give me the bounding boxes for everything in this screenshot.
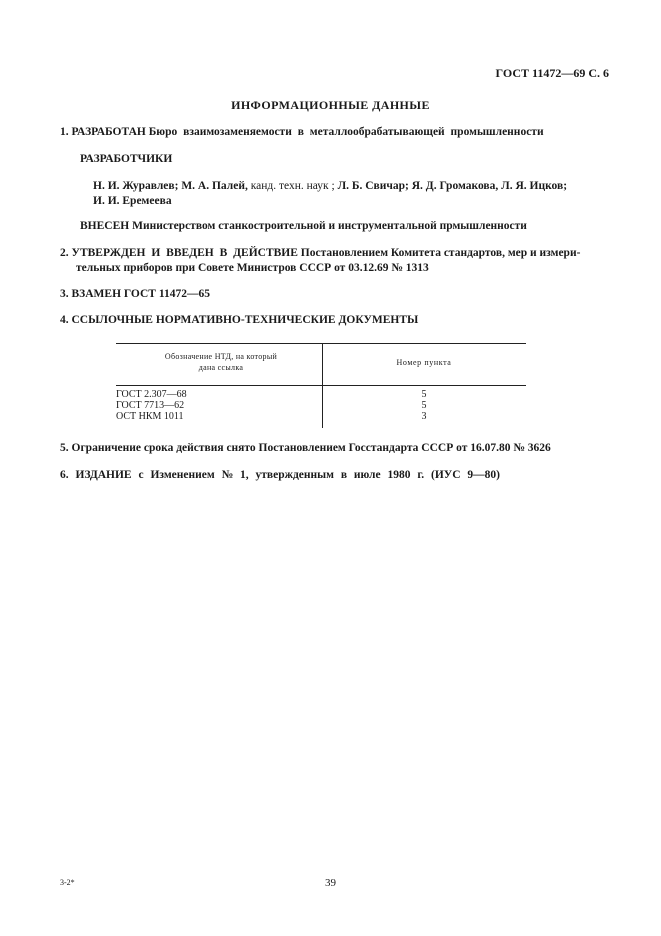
- item-1: [60, 124, 544, 140]
- table-header-rule: [116, 385, 526, 386]
- developer-name: М. А. Палей,: [181, 180, 248, 192]
- developers-heading: РАЗРАБОТЧИКИ: [80, 153, 173, 165]
- print-signature-mark: 3-2*: [60, 878, 75, 887]
- table-header-clause: Номер пункта: [396, 358, 452, 367]
- table-row: [116, 389, 526, 400]
- page-number: 39: [325, 877, 336, 889]
- introduced-by: [80, 218, 527, 234]
- table-cell-document: ГОСТ 7713—62: [116, 400, 185, 411]
- item-6-number: 6.: [60, 469, 69, 481]
- table-cell-clause: 5: [421, 389, 427, 400]
- item-3-text: ВЗАМЕН ГОСТ 11472—65: [71, 288, 210, 300]
- item-2-label: УТВЕРЖДЕН И ВВЕДЕН В ДЕЙСТВИЕ: [71, 247, 298, 259]
- item-3-number: 3.: [60, 288, 69, 300]
- item-4: [60, 312, 418, 328]
- developer-name: Я. Д. Громакова,: [411, 180, 499, 192]
- item-1-text: Бюро взаимозаменяемости в металлообрабатывающей промышленности: [148, 126, 544, 138]
- developers-list-line-1: [93, 178, 567, 194]
- table-header-document-line-1: Обозначение НТД, на который: [164, 352, 278, 361]
- document-reference: ГОСТ 11472—69 С. 6: [495, 66, 609, 80]
- item-6: [60, 467, 500, 483]
- table-header-document: [126, 351, 316, 373]
- item-4-number: 4.: [60, 314, 69, 326]
- item-2-text: Постановлением Комитета стандартов, мер и измери-: [300, 247, 581, 259]
- item-1-label: РАЗРАБОТАН: [71, 126, 146, 138]
- table-header-document-line-2: дана ссылка: [198, 363, 244, 372]
- table-row: [116, 411, 526, 422]
- table-top-rule: [116, 343, 526, 344]
- table-row: [116, 400, 526, 411]
- page-title: ИНФОРМАЦИОННЫЕ ДАННЫЕ: [231, 98, 430, 112]
- item-2-line-2: тельных приборов при Совете Министров СССР от 03.12.69 № 1313: [76, 262, 429, 274]
- item-5-text: Ограничение срока действия снято Постановлением Госстандарта СССР от 16.07.80 № 3626: [71, 442, 551, 454]
- developer-degree: канд. техн. наук ;: [250, 180, 335, 192]
- item-1-number: 1.: [60, 126, 69, 138]
- developer-name: И. И. Еремеева: [93, 195, 172, 207]
- developer-name: Н. И. Журавлев;: [93, 180, 179, 192]
- developer-name: Л. Я. Ицков;: [501, 180, 568, 192]
- table-cell-clause: 3: [421, 411, 427, 422]
- item-3: [60, 286, 210, 302]
- introduced-label: ВНЕСЕН: [80, 220, 130, 232]
- item-2-number: 2.: [60, 247, 69, 259]
- developer-name: Л. Б. Свичар;: [337, 180, 409, 192]
- item-6-text: ИЗДАНИЕ с Изменением № 1, утвержденным в июле 1980 г. (ИУС 9—80): [75, 469, 500, 481]
- reference-table: [116, 343, 526, 429]
- item-4-text: ССЫЛОЧНЫЕ НОРМАТИВНО-ТЕХНИЧЕСКИЕ ДОКУМЕНТЫ: [71, 314, 419, 326]
- table-cell-document: ГОСТ 2.307—68: [116, 389, 187, 400]
- table-cell-document: ОСТ НКМ 1011: [116, 411, 184, 422]
- item-5-number: 5.: [60, 442, 69, 454]
- item-5: [60, 440, 551, 456]
- table-cell-clause: 5: [421, 400, 427, 411]
- item-2-line-1: [60, 245, 580, 261]
- introduced-text: Министерством станкостроительной и инструментальной прмышленности: [132, 220, 527, 232]
